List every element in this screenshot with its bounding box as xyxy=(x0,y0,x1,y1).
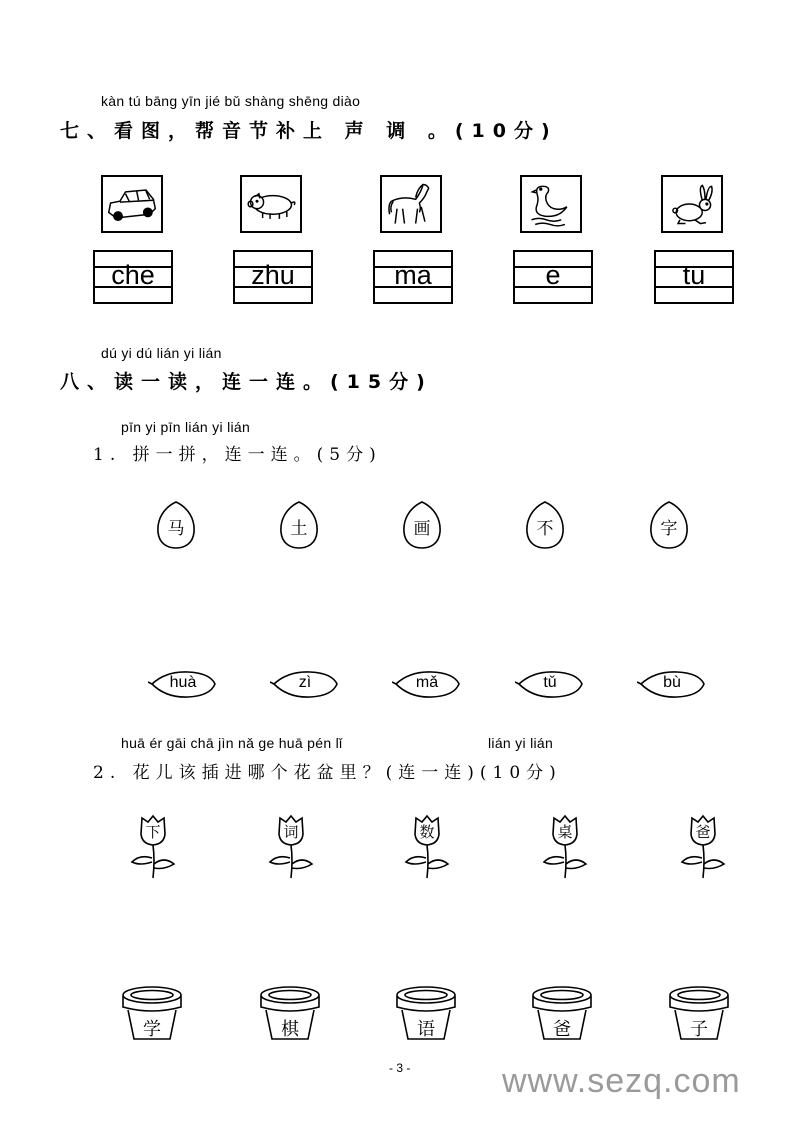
flower-char: 词 xyxy=(283,823,299,841)
peach-char: 字 xyxy=(660,519,678,539)
flower-pot-char: 棋 xyxy=(281,1019,299,1040)
flower-pot-2[interactable] xyxy=(258,985,322,1043)
syllable-text: ma xyxy=(394,260,432,290)
part2-pinyin-a: huā ér gāi chā jìn nǎ ge huā pén lǐ xyxy=(121,735,343,751)
section8-pinyin: dú yi dú lián yi lián xyxy=(101,345,222,361)
flower-pot-char: 子 xyxy=(690,1019,708,1040)
car-icon xyxy=(101,175,163,233)
flower-3[interactable] xyxy=(402,812,452,882)
flower-pot-char: 爸 xyxy=(553,1019,571,1040)
horse-icon xyxy=(380,175,442,233)
flower-pot-5[interactable] xyxy=(667,985,731,1043)
flower-char: 爸 xyxy=(695,823,711,841)
flower-char: 桌 xyxy=(557,823,573,841)
flower-5[interactable] xyxy=(678,812,728,882)
flower-2[interactable] xyxy=(266,812,316,882)
peach-char: 土 xyxy=(290,519,308,539)
peach-char: 不 xyxy=(536,519,554,539)
syllable-grid-1[interactable] xyxy=(93,250,173,304)
peach-character-1[interactable] xyxy=(155,500,197,550)
leaf-pinyin-5[interactable] xyxy=(637,668,707,700)
flower-1[interactable] xyxy=(128,812,178,882)
syllable-text: tu xyxy=(682,260,706,290)
peach-char: 画 xyxy=(413,519,431,539)
page-number: - 3 - xyxy=(389,1061,411,1075)
pig-icon xyxy=(240,175,302,233)
syllable-grid-5[interactable] xyxy=(654,250,734,304)
peach-character-3[interactable] xyxy=(401,500,443,550)
section7-title: 七、看图，帮音节补上 声 调 。(10分) xyxy=(60,120,558,142)
syllable-grid-3[interactable] xyxy=(373,250,453,304)
section8-title: 八、读一读，连一连。(15分) xyxy=(60,371,433,393)
flower-char: 数 xyxy=(419,823,435,841)
leaf-pinyin-text: tǔ xyxy=(543,674,557,691)
leaf-pinyin-text: zì xyxy=(298,674,312,691)
flower-pot-4[interactable] xyxy=(530,985,594,1043)
goose-icon xyxy=(520,175,582,233)
leaf-pinyin-text: huà xyxy=(169,674,197,691)
peach-character-4[interactable] xyxy=(524,500,566,550)
syllable-text: zhu xyxy=(251,260,295,290)
rabbit-icon xyxy=(661,175,723,233)
leaf-pinyin-text: mǎ xyxy=(415,674,439,691)
part1-title: 1. 拼一拼，连一连。(5分) xyxy=(93,445,382,465)
flower-4[interactable] xyxy=(540,812,590,882)
part2-pinyin-b: lián yi lián xyxy=(488,735,554,751)
part1-pinyin: pīn yi pīn lián yi lián xyxy=(121,419,251,435)
peach-character-2[interactable] xyxy=(278,500,320,550)
flower-pot-1[interactable] xyxy=(120,985,184,1043)
syllable-grid-4[interactable] xyxy=(513,250,593,304)
flower-pot-3[interactable] xyxy=(394,985,458,1043)
peach-character-5[interactable] xyxy=(648,500,690,550)
leaf-pinyin-4[interactable] xyxy=(515,668,585,700)
peach-char: 马 xyxy=(167,519,185,539)
syllable-grid-2[interactable] xyxy=(233,250,313,304)
part2-title: 2. 花儿该插进哪个花盆里？(连一连)(10分) xyxy=(93,763,562,783)
syllable-text: e xyxy=(545,260,561,290)
leaf-pinyin-1[interactable] xyxy=(148,668,218,700)
flower-pot-char: 学 xyxy=(143,1019,161,1040)
leaf-pinyin-text: bù xyxy=(663,674,681,691)
section7-pinyin: kàn tú bāng yīn jié bǔ shàng shēng diào xyxy=(101,93,361,109)
leaf-pinyin-2[interactable] xyxy=(270,668,340,700)
flower-pot-char: 语 xyxy=(417,1019,435,1040)
flower-char: 下 xyxy=(145,823,161,841)
watermark: www.sezq.com xyxy=(502,1062,741,1100)
syllable-text: che xyxy=(111,260,155,290)
leaf-pinyin-3[interactable] xyxy=(392,668,462,700)
